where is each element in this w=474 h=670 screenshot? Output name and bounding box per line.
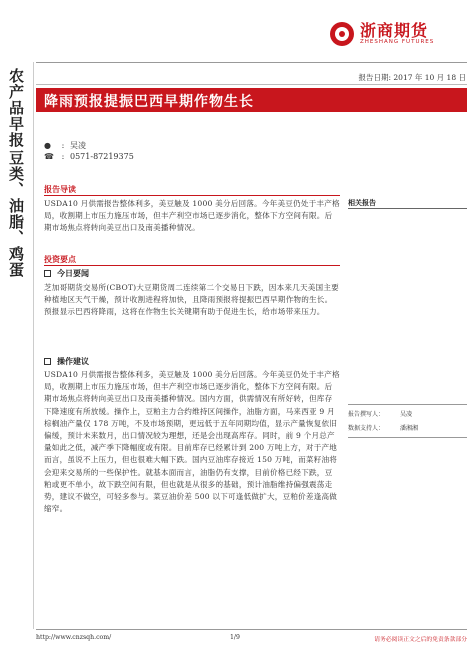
related-reports-label: 相关报告	[348, 199, 376, 207]
footer-disclaimer: 请务必阅读正文之后的免责条款部分	[374, 637, 467, 643]
news-text: 芝加哥期货交易所(CBOT)大豆期货周二连续第二个交易日下跌，因本来几天美国主要种植地区天气干燥，预计收割进程将加快，且降雨预报将提振巴西早期作物的生长。预报显示巴西将降雨，这将在作物生长关键期有助于促进生长，给市场带来压力。	[44, 283, 339, 317]
report-title: 降雨预报提振巴西早期作物生长	[44, 94, 254, 110]
focus-heading: 投资要点	[44, 255, 76, 264]
person-icon: ●	[44, 141, 51, 150]
header-rule-lower	[36, 84, 467, 85]
ops-heading: 操作建议	[57, 357, 89, 366]
support-name: 潘湘湘	[400, 425, 419, 432]
author-rule	[348, 437, 467, 438]
side-category: 农产品早报	[7, 68, 25, 148]
brand-name-en: ZHESHANG FUTURES	[360, 39, 435, 45]
brand-logo	[330, 22, 434, 46]
ops-text: USDA10 月供需报告整体利多，美豆触及 1000 美分后回落。今年美豆仍处于丰产格局，收割期上市压力施压市场，但丰产利空市场已逐步消化，整体下方空间有限。后期市场焦点将转向美豆出口及南美播种情况。国内方面，供需情况有所好转，但库存下降速度有所放缓。操作上，豆粕主力合约维持区间操作，油脂方面，马来西亚 9 月棕榈油产量仅 178 万吨，不及市场预期，更远低于五年同期均值，显示产量恢复依旧偏缓，预计未来数月，出口情况较为理想，还是会出现高库存。同时，前 9 个月总产量如此之低，减产季下降幅度或有限。目前库存已经累计到 200 万吨上方，对于产地而言，虽说不上压力，但也很难大幅下跌。国内豆油库存接近 150 万吨，而菜籽油将会迎来交易所的一些保护性。就基本面而言，油脂仍有支撑，目前价格已经下跌，豆粕或更不单小，故下跌空间有限，但也就是从很多的基础，预计油脂维持偏强震荡走势，建议不做空，可轻多参与。菜豆油价差 500 以下可逢低做扩大，豆粕价差逢高做缩窄。	[44, 370, 340, 514]
brand-mark-icon	[330, 22, 354, 46]
analyst-name: 吴凌	[400, 411, 413, 418]
analyst-label: 报告撰写人：	[348, 411, 385, 418]
header-rule	[36, 62, 467, 63]
author-box	[348, 408, 418, 436]
brand-text	[360, 22, 434, 46]
contact-separator: :	[61, 141, 65, 150]
guide-rule	[44, 195, 340, 196]
news-heading: 今日要闻	[57, 269, 89, 278]
phone-icon: ☎	[44, 152, 54, 161]
title-bar	[36, 88, 467, 112]
author-rule-top	[348, 404, 467, 405]
square-bullet-icon	[44, 270, 51, 277]
contact-block	[44, 140, 134, 162]
analyst-row	[348, 408, 418, 422]
contact-separator: :	[61, 152, 65, 161]
guide-text: USDA10 月供需报告整体利多，美豆触及 1000 美分后回落。今年美豆仍处于丰产格局，收割期上市压力施压市场，但丰产利空市场已逐步消化，整体下方空间有限。后期市场焦点将转向美豆出口及南美播种情况。	[44, 199, 340, 233]
footer-rule	[36, 629, 467, 630]
contact-phone-row	[44, 151, 134, 162]
square-bullet-icon	[44, 358, 51, 365]
support-label: 数据支持人：	[348, 425, 385, 432]
contact-author: 吴凌	[70, 141, 86, 150]
brand-name-cn: 浙商期货	[360, 21, 429, 40]
related-rule	[348, 208, 467, 209]
support-row	[348, 422, 418, 436]
news-heading-row	[44, 268, 89, 279]
footer-website[interactable]: http://www.cnzsqh.com/	[36, 634, 112, 641]
focus-rule	[44, 265, 340, 266]
side-subcategory: 豆类、油脂、鸡蛋	[7, 150, 25, 278]
contact-author-row	[44, 140, 134, 151]
guide-heading: 报告导读	[44, 185, 76, 194]
footer-page-number: 1/9	[230, 634, 240, 641]
report-date: 报告日期: 2017 年 10 月 18 日	[358, 73, 466, 82]
ops-heading-row	[44, 356, 89, 367]
contact-phone: 0571-87219375	[70, 152, 134, 161]
